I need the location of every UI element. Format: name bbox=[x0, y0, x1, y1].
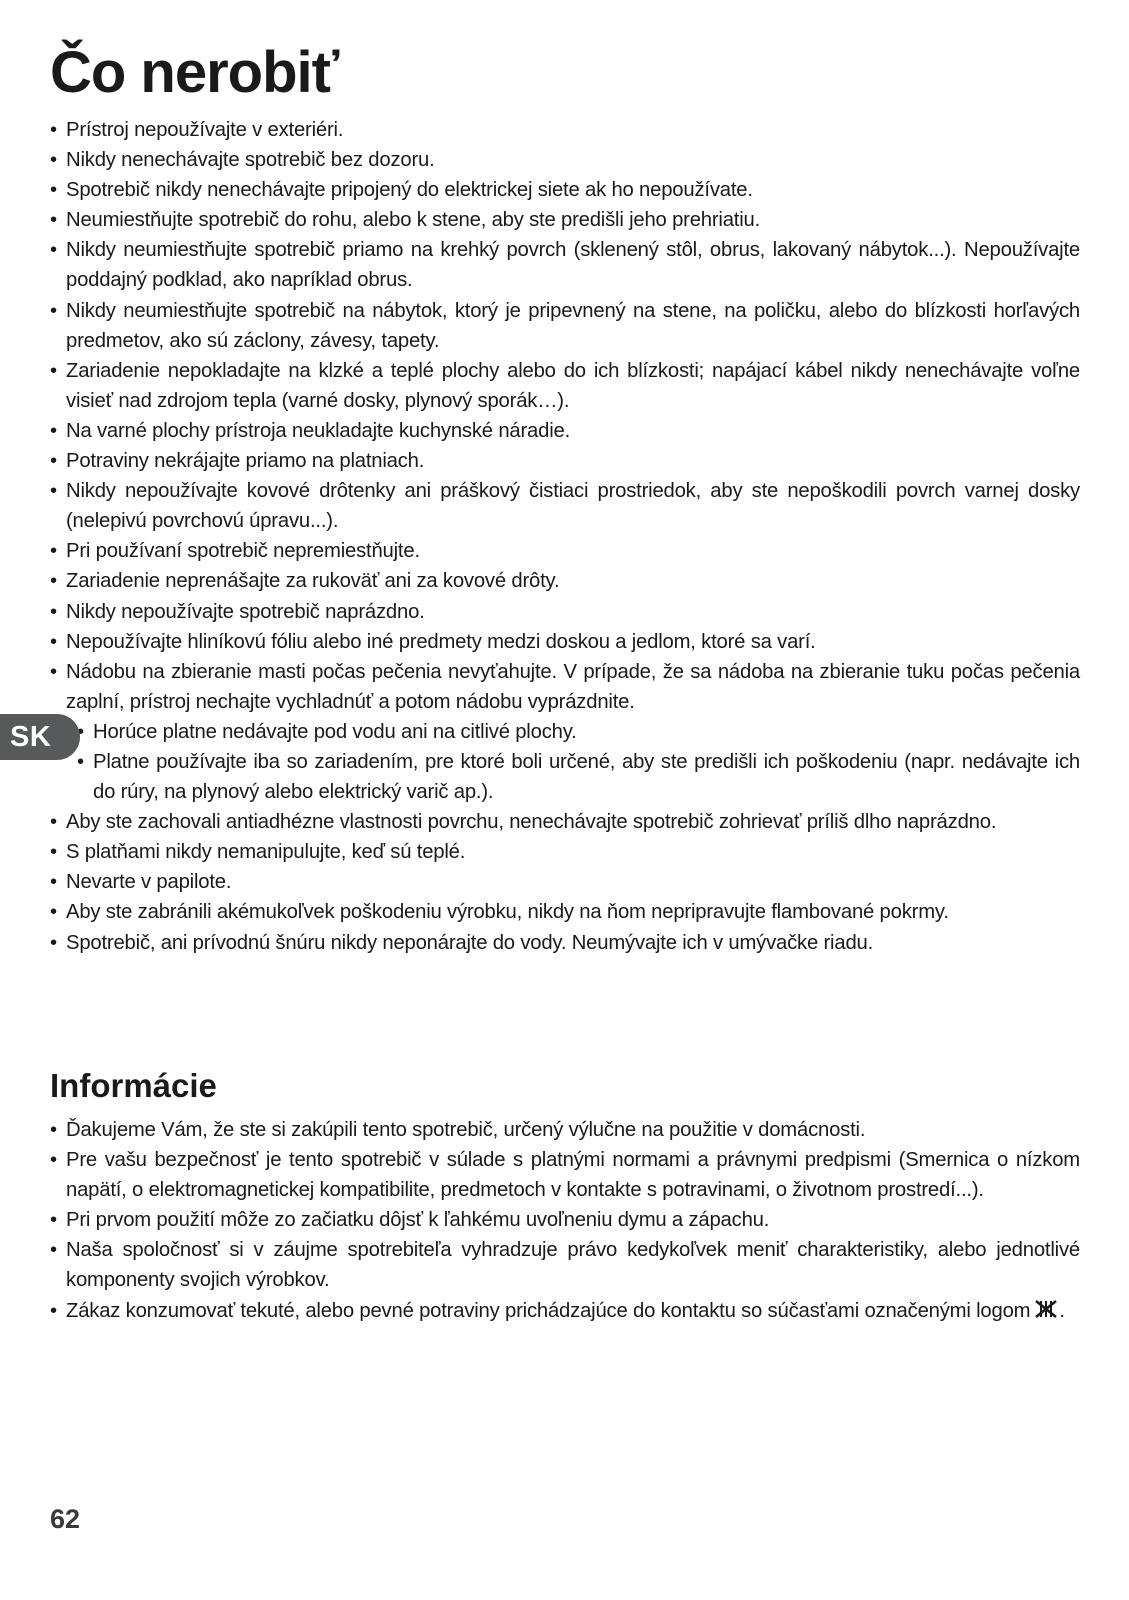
list-item: • Nikdy neumiestňujte spotrebič priamo na krehký povrch (sklenený stôl, obrus, lakovaný nábytok...). Nepoužívajte poddajný podklad, ako napríklad obrus. bbox=[50, 235, 1080, 295]
list-item: • Nevarte v papilote. bbox=[50, 867, 1080, 897]
list-item: • Aby ste zabránili akémukoľvek poškodeniu výrobku, nikdy na ňom nepripravujte flambované pokrmy. bbox=[50, 897, 1080, 927]
page-title: Čo nerobiť bbox=[50, 40, 339, 105]
list-item: • Horúce platne nedávajte pod vodu ani na citlivé plochy. bbox=[50, 717, 1080, 747]
list-item bbox=[50, 1296, 1080, 1326]
list-item: • Pri používaní spotrebič nepremiestňujte. bbox=[50, 536, 1080, 566]
language-tab: SK bbox=[0, 714, 80, 760]
list-item: • Zariadenie nepokladajte na klzké a teplé plochy alebo do ich blízkosti; napájací kábel nikdy nenechávajte voľne visieť nad zdrojom tepla (varné dosky, plynový sporák…). bbox=[50, 356, 1080, 416]
list-item: • Naša spoločnosť si v záujme spotrebiteľa vyhradzuje právo kedykoľvek meniť charakteristiky, alebo jednotlivé komponenty svojich výrobkov. bbox=[50, 1235, 1080, 1295]
list-item: • Neumiestňujte spotrebič do rohu, alebo k stene, aby ste predišli jeho prehriatiu. bbox=[50, 205, 1080, 235]
list-item: • Platne používajte iba so zariadením, pre ktoré boli určené, aby ste predišli ich poškodeniu (napr. nedávajte ich do rúry, na plynový alebo elektrický varič ap.). bbox=[50, 747, 1080, 807]
page-number: 62 bbox=[50, 1504, 81, 1534]
list-item: • S platňami nikdy nemanipulujte, keď sú teplé. bbox=[50, 837, 1080, 867]
crossed-out-food-contact-logo-icon bbox=[1033, 1298, 1059, 1320]
list-item: • Pri prvom použití môže zo začiatku dôjsť k ľahkému uvoľneniu dymu a zápachu. bbox=[50, 1205, 1080, 1235]
info-heading: Informácie bbox=[50, 1067, 217, 1104]
list-item: • Nikdy nenechávajte spotrebič bez dozoru. bbox=[50, 145, 1080, 175]
list-item: • Pre vašu bezpečnosť je tento spotrebič v súlade s platnými normami a právnymi predpismi (Smernica o nízkom napätí, o elektromagnetickej kompatibilite, predmetoch v kontakte s potravinami, o životnom prostredí...). bbox=[50, 1145, 1080, 1205]
list-item: • Aby ste zachovali antiadhézne vlastnosti povrchu, nenechávajte spotrebič zohrievať príliš dlho naprázdno. bbox=[50, 807, 1080, 837]
list-item: • Zariadenie neprenášajte za rukoväť ani za kovové drôty. bbox=[50, 566, 1080, 596]
list-item: • Potraviny nekrájajte priamo na platniach. bbox=[50, 446, 1080, 476]
list-item-text-end: . bbox=[1059, 1299, 1065, 1322]
list-item: • Prístroj nepoužívajte v exteriéri. bbox=[50, 115, 1080, 145]
list-item: • Nikdy neumiestňujte spotrebič na nábytok, ktorý je pripevnený na stene, na poličku, alebo do blízkosti horľavých predmetov, ako sú záclony, závesy, tapety. bbox=[50, 296, 1080, 356]
list-item: • Ďakujeme Vám, že ste si zakúpili tento spotrebič, určený výlučne na použitie v domácnosti. bbox=[50, 1115, 1080, 1145]
list-item: • Spotrebič, ani prívodnú šnúru nikdy neponárajte do vody. Neumývajte ich v umývačke riadu. bbox=[50, 928, 1080, 958]
list-item: • Nepoužívajte hliníkovú fóliu alebo iné predmety medzi doskou a jedlom, ktoré sa varí. bbox=[50, 627, 1080, 657]
list-item-text: Zákaz konzumovať tekuté, alebo pevné potraviny prichádzajúce do kontaktu so súčasťami označenými logom bbox=[66, 1299, 1031, 1322]
list-item: • Nádobu na zbieranie masti počas pečenia nevyťahujte. V prípade, že sa nádoba na zbieranie tuku počas pečenia zaplní, prístroj nechajte vychladnúť a potom nádobu vyprázdnite. bbox=[50, 657, 1080, 717]
list-item: • Spotrebič nikdy nenechávajte pripojený do elektrickej siete ak ho nepoužívate. bbox=[50, 175, 1080, 205]
list-item: • Nikdy nepoužívajte spotrebič naprázdno. bbox=[50, 597, 1080, 627]
list-item: • Nikdy nepoužívajte kovové drôtenky ani práškový čistiaci prostriedok, aby ste nepoškodili povrch varnej dosky (nelepivú povrchovú úpravu...). bbox=[50, 476, 1080, 536]
info-list bbox=[50, 1115, 1080, 1326]
list-item: • Na varné plochy prístroja neukladajte kuchynské náradie. bbox=[50, 416, 1080, 446]
donts-list bbox=[50, 115, 1080, 958]
